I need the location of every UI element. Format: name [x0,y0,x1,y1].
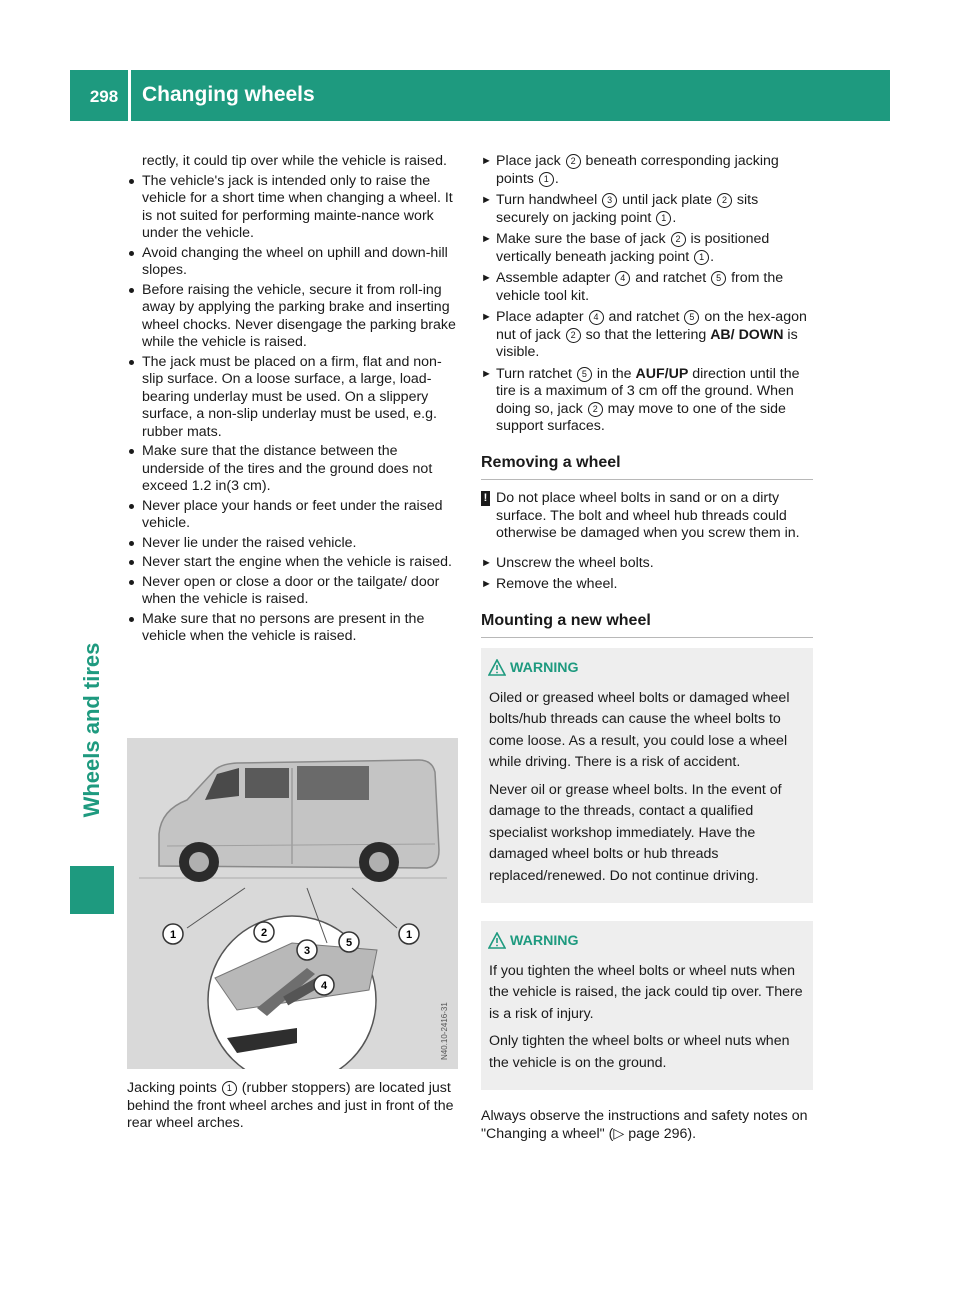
step-arrow-icon: ► [481,556,492,569]
figure-code: N40.10-2416-31 [440,1002,449,1060]
callout-ref: 2 [566,154,581,169]
page-title: Changing wheels [142,83,315,106]
callout-ref: 1 [222,1081,237,1096]
page-number: 298 [89,87,119,106]
warning-text: Oiled or greased wheel bolts or damaged wheel bolts/hub threads can cause the wheel bolts to come loose. As a result, you could lose a wheel while driving. There is a risk of accident. [489,689,790,770]
side-tab-text: Wheels and tires [79,642,104,818]
header-divider [128,70,131,121]
bullet-item: Never lie under the raised vehicle. [127,535,459,553]
instruction-step: ► Place adapter 4 and ratchet 5 on the hex-agon nut of jack 2 so that the lettering AB/ DOWN is visible. [481,309,807,360]
warning-triangle-icon [488,659,506,676]
svg-text:4: 4 [320,980,328,992]
caption-text: (rubber stoppers) are located just behind the front wheel arches and just in front of the rear wheel arches. [127,1080,454,1131]
instruction-step: ► Turn ratchet 5 in the AUF/UP direction until the tire is a maximum of 3 cm off the ground. When doing so, jack 2 may move to one of the side support surfaces. [481,365,800,434]
right-column [481,153,813,1143]
step-arrow-icon: ► [481,155,492,167]
instruction-step: ► Unscrew the wheel bolts. [481,554,654,571]
van-illustration [127,738,458,1069]
notice-text: Do not place wheel bolts in sand or on a dirty surface. The bolt and wheel hub threads could otherwise be damaged when you screw them in. [496,490,800,541]
warning-text: Never oil or grease wheel bolts. In the event of damage to the threads, contact a qualified specialist workshop immediately. Have the damaged wheel bolts or hub threads replaced/renewed. Do not continue driving. [489,781,782,884]
figure-caption [127,1080,459,1133]
warning-text: If you tighten the wheel bolts or wheel nuts when the vehicle is raised, the jack could tip over. There is a risk of injury. [489,962,803,1022]
step-arrow-icon: ► [481,367,492,380]
callout-4 [314,975,334,995]
instruction-step: ► Place jack 2 beneath corresponding jacking points 1 . [481,153,779,187]
warning-triangle-icon [488,932,506,949]
bullet-item: Make sure that the distance between the underside of the tires and the ground does not exceed 1.2 in(3 cm). [127,443,459,496]
warning-title: WARNING [510,660,805,678]
jacking-points-figure [127,738,458,1069]
bullet-item: The vehicle's jack is intended only to raise the vehicle for a short time when changing a wheel. It is not suited for performing mainte-nance work under the vehicle. [127,173,459,243]
step-arrow-icon: ► [481,272,492,284]
closing-note: Always observe the instructions and safety notes on "Changing a wheel" (▷ page 296). [481,1108,808,1142]
side-tab-marker [70,866,114,914]
callout-ref: 1 [656,211,671,226]
section-heading-removing: Removing a wheel [481,454,813,481]
callout-ref: 4 [615,271,630,286]
callout-2 [254,922,274,942]
lettering-label: AB/ DOWN [710,326,784,343]
bullet-item: Never place your hands or feet under the raised vehicle. [127,498,459,533]
svg-text:2: 2 [260,927,268,939]
bullet-item: The jack must be placed on a firm, flat and non-slip surface. On a loose surface, a large, load-bearing underlay must be used. On a slippery surface, a non-slip underlay must be used, e.g. rubber mats. [127,354,459,442]
step-arrow-icon: ► [481,194,492,206]
direction-label: AUF/UP [635,365,689,382]
left-column [127,153,459,648]
instruction-step: ► Assemble adapter 4 and ratchet 5 from the vehicle tool kit. [481,270,784,304]
step-arrow-icon: ► [481,233,492,245]
bullet-item: Never open or close a door or the tailgate/ door when the vehicle is raised. [127,574,459,609]
bullet-item: Never start the engine when the vehicle is raised. [127,554,459,572]
callout-ref: 1 [694,250,709,265]
callout-ref: 5 [684,310,699,325]
callout-ref: 2 [566,328,581,343]
instruction-step: ► Turn handwheel 3 until jack plate 2 sits securely on jacking point 1 . [481,192,759,226]
van-window [297,766,369,800]
warning-text: Only tighten the wheel bolts or wheel nuts when the vehicle is on the ground. [489,1033,790,1071]
intro-continuation: rectly, it could tip over while the vehicle is raised. [142,153,447,169]
bullet-item: Before raising the vehicle, secure it from roll-ing away by applying the parking brake and inserting wheel chocks. Never disengage the parking brake while the vehicle is raised. [127,282,459,352]
callout-ref: 4 [589,310,604,325]
van-window [245,768,289,798]
callout-ref: 5 [577,367,592,382]
warning-box [481,648,813,903]
instruction-step: ► Make sure the base of jack 2 is positioned vertically beneath jacking point 1 . [481,231,770,265]
callout-1 [163,924,183,944]
warning-box [481,921,813,1090]
callout-ref: 1 [539,172,554,187]
svg-text:3: 3 [303,945,311,957]
callout-ref: 2 [588,402,603,417]
callout-1-rear [399,924,419,944]
callout-3 [297,940,317,960]
side-tab-label [70,580,114,880]
svg-text:5: 5 [345,937,353,949]
step-arrow-icon: ► [481,578,492,590]
caption-text: Jacking points [127,1080,221,1096]
page-ref-arrow-icon: ▷ [613,1125,625,1142]
callout-ref: 3 [602,193,617,208]
section-heading-mounting: Mounting a new wheel [481,612,813,639]
page-header [70,70,890,121]
svg-text:1: 1 [169,929,177,941]
svg-text:1: 1 [405,929,413,941]
bullet-item: Avoid changing the wheel on uphill and down-hill slopes. [127,245,459,280]
callout-ref: 2 [717,193,732,208]
exclamation-icon: ! [481,491,490,506]
bullet-item: Make sure that no persons are present in the vehicle when the vehicle is raised. [127,611,459,646]
callout-ref: 5 [711,271,726,286]
instruction-step: ► Remove the wheel. [481,576,618,592]
callout-ref: 2 [671,232,686,247]
notice [481,490,813,543]
step-arrow-icon: ► [481,311,492,323]
callout-5 [339,932,359,952]
warning-title: WARNING [510,933,805,951]
